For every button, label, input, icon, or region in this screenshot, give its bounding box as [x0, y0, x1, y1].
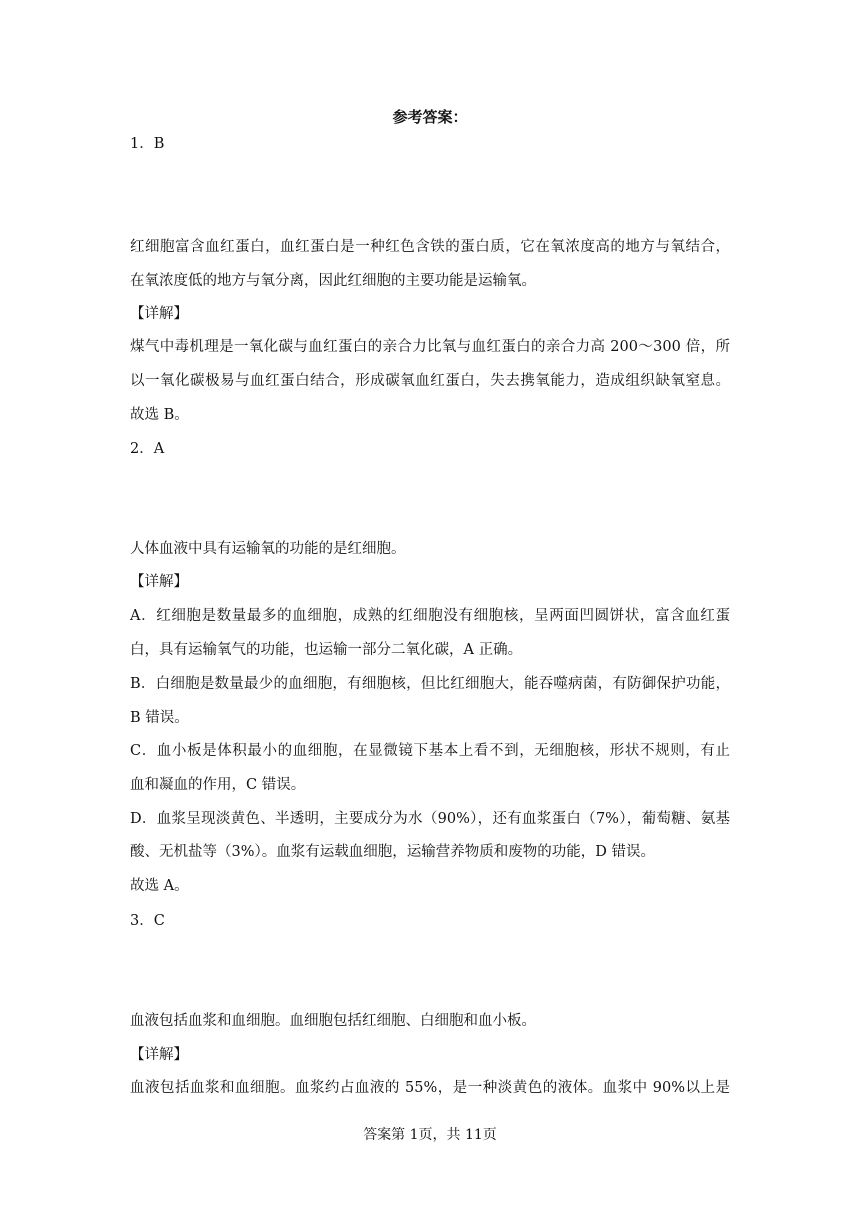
option-b-text-line: B．白细胞是数量最少的血细胞，有细胞核，但比红细胞大，能吞噬病菌，有防御保护功能，	[130, 676, 730, 692]
answer-number-2: 2．A	[130, 441, 165, 457]
option-a-text-line: 白，具有运输氧气的功能，也运输一部分二氧化碳，A 正确。	[130, 642, 523, 658]
detail-text-line: 血液包括血浆和血细胞。血浆约占血液的 55%，是一种淡黄色的液体。血浆中 90%以上是	[130, 1080, 730, 1096]
analysis-text-line: 血液包括血浆和血细胞。血细胞包括红细胞、白细胞和血小板。	[130, 1013, 536, 1029]
option-c-text-line: 血和凝血的作用，C 错误。	[130, 777, 306, 793]
detail-text-line: 煤气中毒机理是一氧化碳与血红蛋白的亲合力比氧与血红蛋白的亲合力高 200～300 倍，所	[130, 339, 730, 355]
analysis-text-line: 人体血液中具有运输氧的功能的是红细胞。	[130, 541, 406, 557]
detail-text-line: 以一氧化碳极易与血红蛋白结合，形成碳氧血红蛋白，失去携氧能力，造成组织缺氧窒息。	[130, 373, 730, 389]
conclusion-text: 故选 A。	[130, 878, 189, 894]
option-d-text-line: D．血浆呈现淡黄色、半透明，主要成分为水（90%），还有血浆蛋白（7%），葡萄糖、氨基	[130, 811, 730, 827]
option-b-text-line: B 错误。	[130, 710, 189, 726]
option-c-text-line: C．血小板是体积最小的血细胞，在显微镜下基本上看不到，无细胞核，形状不规则，有止	[130, 743, 730, 759]
detail-heading: 【详解】	[130, 1047, 188, 1063]
option-a-text-line: A．红细胞是数量最多的血细胞，成熟的红细胞没有细胞核，呈两面凹圆饼状，富含血红蛋	[130, 608, 730, 624]
analysis-text-line: 红细胞富含血红蛋白，血红蛋白是一种红色含铁的蛋白质，它在氧浓度高的地方与氧结合，	[130, 239, 730, 255]
answer-number-1: 1．B	[130, 136, 165, 152]
conclusion-text: 故选 B。	[130, 407, 189, 423]
option-d-text-line: 酸、无机盐等（3%）。血浆有运载血细胞，运输营养物质和废物的功能，D 错误。	[130, 844, 655, 860]
analysis-text-line: 在氧浓度低的地方与氧分离，因此红细胞的主要功能是运输氧。	[130, 273, 536, 289]
detail-heading: 【详解】	[130, 306, 188, 322]
detail-heading: 【详解】	[130, 574, 188, 590]
answer-number-3: 3．C	[130, 913, 165, 929]
page-title: 参考答案：	[392, 108, 468, 126]
page-footer: 答案第 1页，共 11页	[363, 1127, 497, 1143]
